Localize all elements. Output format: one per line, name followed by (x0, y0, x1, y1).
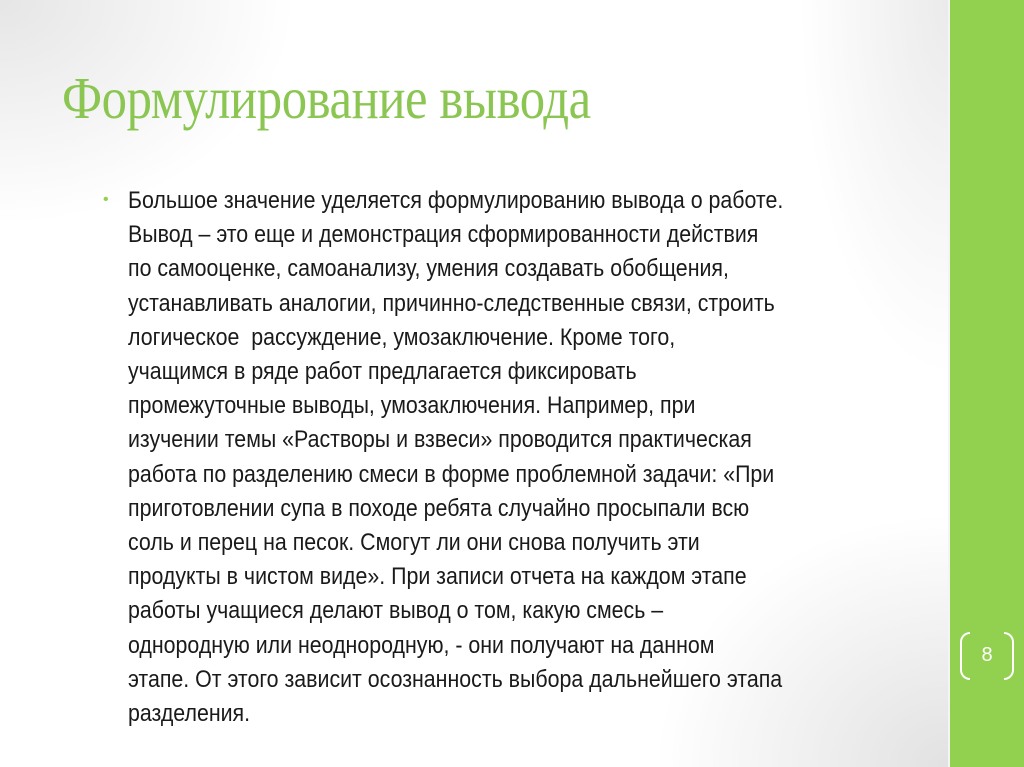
slide-title: Формулирование вывода (62, 65, 591, 131)
text-line: учащимся в ряде работ предлагается фиксировать (128, 358, 637, 386)
right-bracket-icon (1004, 632, 1014, 680)
text-line: приготовлении супа в походе ребята случайно просыпали всю (128, 494, 750, 522)
slide-content (98, 184, 928, 731)
text-line: изучении темы «Растворы и взвеси» проводится практическая (128, 426, 752, 454)
text-line: Вывод – это еще и демонстрация сформированности действия (128, 221, 759, 249)
page-number-badge (956, 632, 1018, 682)
bullet-icon: • (103, 191, 109, 208)
text-line: логическое рассуждение, умозаключение. Кроме того, (128, 323, 676, 351)
bullet-paragraph (128, 184, 929, 731)
text-line: работа по разделению смеси в форме проблемной задачи: «При (128, 460, 775, 488)
page-number: 8 (981, 644, 993, 666)
text-line: соль и перец на песок. Смогут ли они снова получить эти (128, 529, 700, 557)
text-line: этапе. От этого зависит осознанность выбора дальнейшего этапа (128, 665, 783, 693)
text-line: устанавливать аналогии, причинно-следственные связи, строить (128, 289, 775, 317)
text-line: Большое значение уделяется формулированию вывода о работе. (128, 187, 784, 214)
text-line: по самооценке, самоанализу, умения создавать обобщения, (128, 255, 729, 283)
text-line: продукты в чистом виде». При записи отчета на каждом этапе (128, 563, 747, 591)
text-line: работы учащиеся делают вывод о том, какую смесь – (128, 597, 664, 625)
text-line: разделения. (128, 700, 251, 728)
text-line: однородную или неоднородную, - они получают на данном (128, 631, 715, 659)
text-line: промежуточные выводы, умозаключения. Например, при (128, 392, 696, 420)
